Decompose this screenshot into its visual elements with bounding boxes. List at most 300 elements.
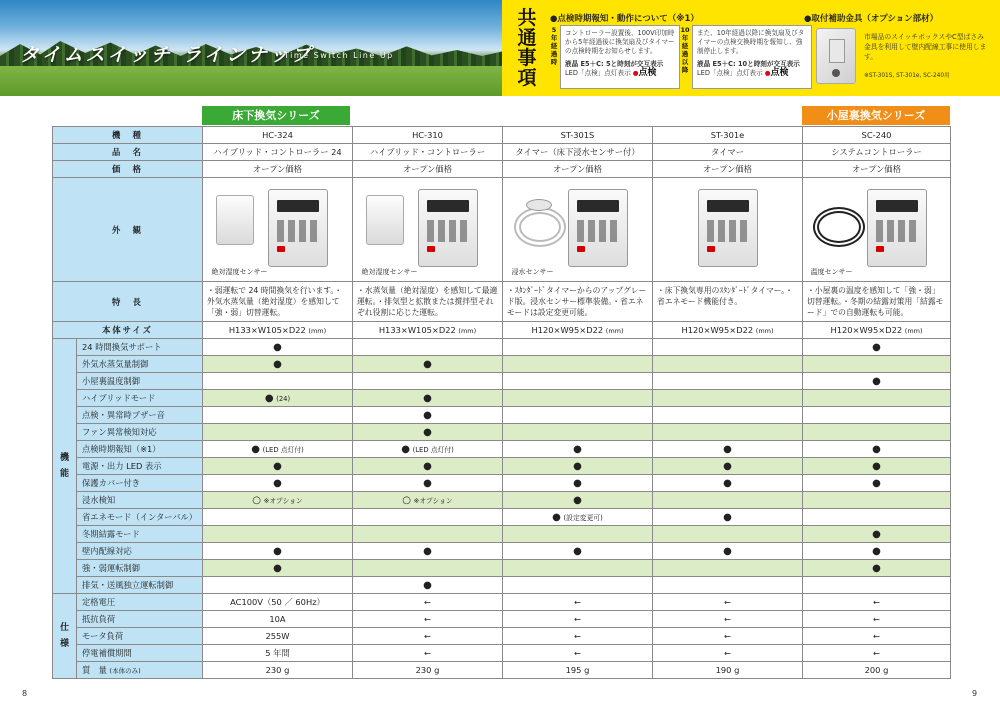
spec-value: ← [353,611,503,628]
function-cell [353,339,503,356]
spec-value: ← [503,645,653,662]
size-cell [503,322,653,339]
availability-mark: ● [573,494,582,506]
keypad-icon [876,220,918,242]
availability-mark: ● [401,443,410,455]
availability-mark: ● [423,392,432,404]
function-cell [803,441,951,458]
availability-mark: ● [872,341,881,353]
red-button-icon [707,246,715,252]
product-image-cell [653,178,803,282]
size-value: H120×W95×D22 [531,325,604,335]
function-cell [653,339,803,356]
availability-mark: ● [573,443,582,455]
availability-mark: ○ [252,494,261,506]
function-cell [503,577,653,594]
size-unit: (mm) [904,327,923,335]
five-year-lcd-text: 液晶 E5＋C: 5と時刻が交互表示 [565,60,664,68]
function-cell [803,492,951,509]
function-cell [353,356,503,373]
availability-mark: ● [872,545,881,557]
availability-mark: ● [273,460,282,472]
function-cell [203,526,353,543]
five-year-led-row [565,69,675,78]
availability-mark: ● [723,545,732,557]
product-image [358,181,498,279]
function-row [53,424,951,441]
spec-label: 停電補償期間 [82,648,132,658]
controller-image [418,189,478,267]
model-cell [803,127,951,144]
availability-mark: ● [573,545,582,557]
function-group-label: 機能 [53,339,77,594]
function-cell [203,509,353,526]
product-name-value: ハイブリッド・コントローラー 24 [213,147,342,157]
function-cell [203,458,353,475]
meadow-illustration [0,66,502,96]
price-label: 価 格 [53,161,203,178]
feature-text: ・ｽﾀﾝﾀﾞｰﾄﾞタイマーからのアップグレード版。浸水センサー標準装備。・省エネモードは設定変更可能。 [503,282,653,322]
spec-value: ← [653,628,803,645]
product-name-cell [203,144,353,161]
function-cell [503,458,653,475]
page-number-right: 9 [972,689,978,698]
price-value: オープン価格 [402,164,453,174]
lcd-display-icon [876,200,918,212]
spec-label-cell [77,594,203,611]
function-cell [503,560,653,577]
feature-text: ・水蒸気量（絶対湿度）を感知して最適運転。・排気型と拡散または撹拌型それぞれ役割に応じた運転。 [353,282,503,322]
spec-label: 定格電圧 [82,597,116,607]
function-cell [503,339,653,356]
function-cell [353,407,503,424]
price-cell [653,161,803,178]
size-value: H133×W105×D22 [228,325,306,335]
floor-series-tab: 床下換気シリーズ [202,106,350,125]
function-cell [653,390,803,407]
function-cell [653,356,803,373]
availability-mark: ● [423,426,432,438]
spec-value: 190 g [653,662,803,679]
function-cell [353,509,503,526]
function-cell [203,492,353,509]
spec-value: ← [653,611,803,628]
spec-value: ← [653,594,803,611]
ten-year-lcd-text: 液晶 E5＋C: 10と時刻が交互表示 [697,60,800,68]
spec-label-cell [77,662,203,679]
feature-label: 特 長 [53,282,203,322]
size-cell [803,322,951,339]
controller-image [568,189,628,267]
controller-image [698,189,758,267]
function-cell [803,543,951,560]
function-row [53,373,951,390]
product-name-row [53,144,951,161]
product-image-cell [353,178,503,282]
function-cell [203,560,353,577]
function-cell [503,407,653,424]
function-cell [653,560,803,577]
model-value: HC-310 [412,130,443,140]
product-image-cell [503,178,653,282]
function-cell [653,492,803,509]
spec-value: 195 g [503,662,653,679]
function-row [53,458,951,475]
red-button-icon [876,246,884,252]
appearance-label: 外 観 [53,178,203,282]
model-cell [503,127,653,144]
price-cell [353,161,503,178]
function-cell [203,424,353,441]
function-cell [503,475,653,492]
red-button-icon [427,246,435,252]
function-cell [653,458,803,475]
ten-year-notice-box [692,25,812,89]
function-cell [353,441,503,458]
availability-mark: ● [273,358,282,370]
function-cell [653,526,803,543]
sensor-caption: 絶対湿度センサー [361,267,418,276]
function-cell [803,560,951,577]
feature-text: ・弱運転で 24 時間換気を行います。・外気水蒸気量（絶対湿度）を感知して「強・弱」切替運転。 [203,282,353,322]
spec-value: 5 年間 [203,645,353,662]
function-cell [353,458,503,475]
function-cell [353,424,503,441]
function-cell [653,475,803,492]
feature-text: ・小屋裏の温度を感知して「強・弱」切替運転。・冬期の結露対策用「結露モード」での自動運転も可能。 [803,282,951,322]
function-row [53,577,951,594]
product-name-value: タイマー（床下浸水センサー付） [515,147,640,157]
size-label: 本体サイズ [53,322,203,339]
controller-image [867,189,927,267]
flood-sensor-image [526,199,552,211]
function-row [53,407,951,424]
humidity-sensor-image [366,195,404,245]
temperature-sensor-image [813,207,865,247]
spec-value: AC100V（50 ／ 60Hz） [203,594,353,611]
function-cell [503,509,653,526]
spec-value: ← [803,611,951,628]
controller-image [268,189,328,267]
price-row [53,161,951,178]
price-cell [803,161,951,178]
function-cell [803,458,951,475]
function-row [53,509,951,526]
availability-mark: ● [723,443,732,455]
size-cell [653,322,803,339]
function-cell [653,441,803,458]
availability-mark: ● [423,545,432,557]
function-cell [503,424,653,441]
product-image [807,181,947,279]
red-dot-icon: ● [632,69,639,77]
function-cell [503,373,653,390]
product-image [208,181,348,279]
function-cell [353,390,503,407]
availability-mark: ● [872,477,881,489]
price-cell [203,161,353,178]
availability-mark: ● [273,545,282,557]
price-value: オープン価格 [552,164,603,174]
function-cell [353,492,503,509]
function-cell [503,526,653,543]
spec-value: ← [803,628,951,645]
spec-value: ← [803,645,951,662]
availability-mark: ● [423,579,432,591]
availability-mark: ● [251,443,260,455]
size-unit: (mm) [605,327,624,335]
product-name-value: ハイブリッド・コントローラー [369,147,486,157]
product-name-cell [653,144,803,161]
function-label: 冬期結露モード [77,526,203,543]
price-value: オープン価格 [851,164,902,174]
inspection-badge: 点検 [638,68,657,78]
function-cell [803,373,951,390]
spec-value: 230 g [353,662,503,679]
function-cell [503,356,653,373]
function-cell [353,373,503,390]
sensor-caption: 浸水センサー [511,267,554,276]
feature-row [53,282,951,322]
product-image [658,181,798,279]
function-row [53,475,951,492]
red-button-icon [277,246,285,252]
option-bracket-note: ※ST-301S, ST-301e, SC-240用 [864,73,950,79]
function-cell [803,356,951,373]
model-value: ST-301e [710,130,745,140]
spec-row [53,662,951,679]
page-header [0,0,1000,96]
function-label: 外気水蒸気量制御 [77,356,203,373]
function-cell [203,356,353,373]
spec-label-cell [77,628,203,645]
function-cell [353,543,503,560]
function-label: 省エネモード（インターバル） [77,509,203,526]
lcd-display-icon [707,200,749,212]
availability-mark: ● [264,392,274,404]
spec-row [53,611,951,628]
spec-value: ← [353,645,503,662]
function-label: ファン異常検知対応 [77,424,203,441]
model-value: SC-240 [861,130,892,140]
page-subtitle: Time Switch Line Up [284,51,394,60]
function-note: (LED 点灯付) [262,445,304,454]
spec-row [53,645,951,662]
mounting-bracket-image [816,28,856,84]
product-image [508,181,648,279]
function-cell [803,390,951,407]
banner-image [0,0,502,96]
size-value: H120×W95×D22 [681,325,754,335]
function-cell [653,509,803,526]
size-value: H120×W95×D22 [830,325,903,335]
function-cell [803,339,951,356]
lineup-table [52,126,951,679]
spec-label-note: (本体のみ) [109,667,141,675]
model-value: ST-301S [560,130,595,140]
model-label: 機 種 [53,127,203,144]
function-cell [503,492,653,509]
lcd-display-icon [427,200,469,212]
function-cell [653,373,803,390]
function-cell [653,577,803,594]
size-cell [203,322,353,339]
function-row [53,543,951,560]
function-label: 浸水検知 [77,492,203,509]
model-value: HC-324 [262,130,293,140]
spec-label: モータ負荷 [82,631,124,641]
function-label: 点検・異常時ブザー音 [77,407,203,424]
availability-mark: ● [573,460,582,472]
function-label: 小屋裏温度制御 [77,373,203,390]
feature-text: ・床下換気専用のｽﾀﾝﾀﾞｰﾄﾞタイマー。・省エネモード機能付き。 [653,282,803,322]
inspection-badge: 点検 [770,68,789,78]
function-cell [803,424,951,441]
function-row [53,526,951,543]
size-unit: (mm) [458,327,477,335]
ten-year-label: 10年経過以降 [680,26,690,74]
keypad-icon [427,220,469,242]
function-cell [653,424,803,441]
keypad-icon [707,220,749,242]
option-bracket-heading: ●取付補助金具（オプション部材） [804,14,939,24]
price-value: オープン価格 [702,164,753,174]
function-cell [203,390,353,407]
spec-label: 抵抗負荷 [82,614,116,624]
function-cell [503,543,653,560]
five-year-led-text: LED「点検」点灯表示 [565,69,631,77]
function-cell [653,407,803,424]
common-items-heading: 共通事項 [517,7,537,89]
spec-value: ← [503,628,653,645]
keypad-icon [577,220,619,242]
model-cell [203,127,353,144]
function-row [53,560,951,577]
size-value: H133×W105×D22 [378,325,456,335]
spec-value: ← [503,611,653,628]
function-note: (設定変更可) [563,513,603,522]
spec-group-label: 仕様 [53,594,77,679]
spec-value: ← [803,594,951,611]
availability-mark: ● [723,477,732,489]
function-label: 強・弱運転制御 [77,560,203,577]
function-note: (24) [276,394,291,403]
function-note: (LED 点灯付) [412,445,454,454]
five-year-notice-box [560,25,680,89]
product-image-cell [203,178,353,282]
function-row [53,441,951,458]
size-cell [353,322,503,339]
model-cell [353,127,503,144]
function-row [53,492,951,509]
keypad-icon [277,220,319,242]
availability-mark: ● [273,562,282,574]
ten-year-text: また、10年経過以降に換気扇及びタイマーの点検交換時期を報知し、強制停止します。 [697,29,805,55]
function-cell [203,407,353,424]
function-label: 点検時期報知（※1） [77,441,203,458]
inspection-notice-heading: ●点検時期報知・動作について（※1） [550,14,699,24]
flood-sensor-cable-image [514,207,566,247]
availability-mark: ● [872,460,881,472]
availability-mark: ● [723,511,732,523]
product-name-cell [353,144,503,161]
appearance-row [53,178,951,282]
spec-row [53,594,951,611]
function-cell [203,543,353,560]
function-label: 排気・送風独立運転制御 [77,577,203,594]
function-cell [803,577,951,594]
function-cell [803,475,951,492]
size-unit: (mm) [308,327,327,335]
availability-mark: ● [423,358,432,370]
function-row [53,390,951,407]
red-button-icon [577,246,585,252]
function-label: 電源・出力 LED 表示 [77,458,203,475]
spec-label: 質 量 [82,665,107,675]
function-note: ※オプション [413,496,453,505]
availability-mark: ● [273,341,282,353]
humidity-sensor-image [216,195,254,245]
function-note: ※オプション [263,496,303,505]
function-cell [203,475,353,492]
size-row [53,322,951,339]
common-notice-panel [502,0,1000,96]
function-row [53,356,951,373]
spec-value: ← [353,628,503,645]
ten-year-led-row [697,69,807,78]
five-year-text: コントローラー設置後、100V印加時から5年経過後に換気扇及びタイマーの点検時期をお知らせします。 [565,29,675,55]
availability-mark: ● [872,528,881,540]
model-row [53,127,951,144]
price-cell [503,161,653,178]
function-cell [653,543,803,560]
spec-value: 200 g [803,662,951,679]
function-label: 24 時間換気サポート [77,339,203,356]
function-label: 壁内配線対応 [77,543,203,560]
product-name-cell [803,144,951,161]
spec-value: ← [353,594,503,611]
function-cell [203,441,353,458]
function-cell [353,526,503,543]
spec-row [53,628,951,645]
product-name-value: システムコントローラー [831,147,922,157]
attic-series-tab: 小屋裏換気シリーズ [802,106,950,125]
spec-label-cell [77,611,203,628]
availability-mark: ● [423,477,432,489]
red-dot-icon: ● [764,69,771,77]
size-unit: (mm) [755,327,774,335]
function-cell [353,475,503,492]
option-bracket-description: 市場品のスイッチボックスやC型ばさみ金具を利用して壁内配線工事に使用します。 [864,33,987,61]
spec-value: 10A [203,611,353,628]
spec-value: ← [503,594,653,611]
availability-mark: ○ [402,494,411,506]
availability-mark: ● [723,460,732,472]
function-cell [203,373,353,390]
product-name-cell [503,144,653,161]
function-cell [203,577,353,594]
function-cell [203,339,353,356]
availability-mark: ● [573,477,582,489]
function-cell [353,560,503,577]
function-cell [503,390,653,407]
function-label: ハイブリッドモード [77,390,203,407]
lcd-display-icon [277,200,319,212]
function-cell [503,441,653,458]
page-number-left: 8 [22,689,28,698]
availability-mark: ● [423,460,432,472]
function-cell [353,577,503,594]
